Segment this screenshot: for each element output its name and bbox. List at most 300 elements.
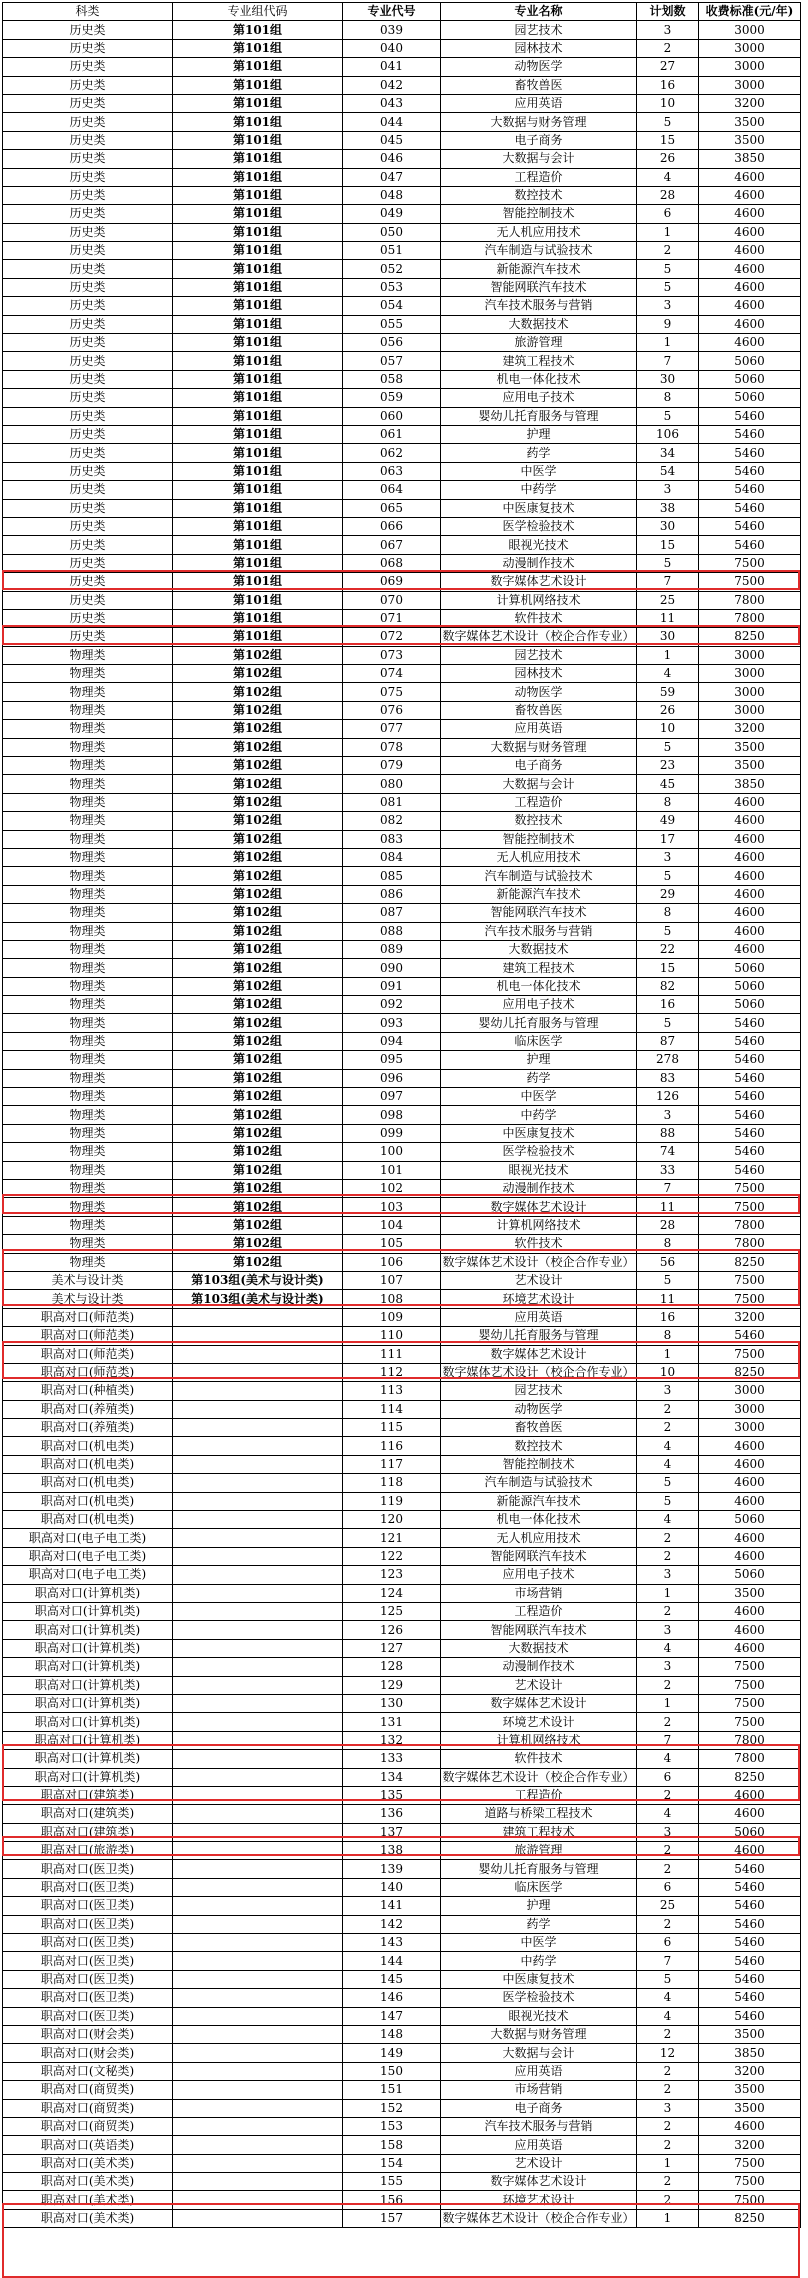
cell-major-code: 057 — [343, 352, 441, 370]
cell-fee: 5060 — [699, 1823, 801, 1841]
table-row — [3, 1088, 801, 1106]
cell-plan: 26 — [637, 150, 699, 168]
cell-fee: 3500 — [699, 1584, 801, 1602]
cell-plan: 2 — [637, 242, 699, 260]
cell-group-code — [173, 1584, 343, 1602]
table-row — [3, 1915, 801, 1933]
table-row — [3, 1878, 801, 1896]
cell-category: 职高对口(商贸类) — [3, 2081, 173, 2099]
cell-major-name: 婴幼儿托育服务与管理 — [441, 1860, 637, 1878]
cell-fee: 3500 — [699, 738, 801, 756]
cell-plan: 2 — [637, 1547, 699, 1565]
cell-major-code: 130 — [343, 1694, 441, 1712]
cell-major-name: 大数据与财务管理 — [441, 738, 637, 756]
cell-plan: 10 — [637, 94, 699, 112]
cell-major-name: 软件技术 — [441, 609, 637, 627]
table-row — [3, 573, 801, 591]
cell-group-code: 第101组 — [173, 352, 343, 370]
cell-major-code: 107 — [343, 1271, 441, 1289]
cell-plan: 22 — [637, 940, 699, 958]
cell-group-code: 第101组 — [173, 499, 343, 517]
table-row — [3, 481, 801, 499]
cell-plan: 7 — [637, 1180, 699, 1198]
cell-plan: 3 — [637, 21, 699, 39]
cell-major-code: 149 — [343, 2044, 441, 2062]
cell-major-name: 园林技术 — [441, 665, 637, 683]
cell-group-code — [173, 1511, 343, 1529]
cell-category: 职高对口(机电类) — [3, 1492, 173, 1510]
cell-plan: 2 — [637, 2173, 699, 2191]
cell-category: 物理类 — [3, 665, 173, 683]
table-row — [3, 444, 801, 462]
cell-category: 职高对口(机电类) — [3, 1455, 173, 1473]
cell-plan: 4 — [637, 1455, 699, 1473]
cell-plan: 4 — [637, 1437, 699, 1455]
cell-fee: 5460 — [699, 1051, 801, 1069]
cell-category: 历史类 — [3, 573, 173, 591]
cell-major-code: 065 — [343, 499, 441, 517]
table-row — [3, 628, 801, 646]
cell-plan: 38 — [637, 499, 699, 517]
cell-major-code: 122 — [343, 1547, 441, 1565]
cell-fee: 5060 — [699, 1566, 801, 1584]
cell-group-code: 第102组 — [173, 720, 343, 738]
cell-major-code: 147 — [343, 2007, 441, 2025]
cell-fee: 4600 — [699, 242, 801, 260]
cell-fee: 4600 — [699, 1621, 801, 1639]
cell-plan: 11 — [637, 1290, 699, 1308]
cell-category: 物理类 — [3, 904, 173, 922]
cell-fee: 8250 — [699, 1768, 801, 1786]
cell-major-code: 135 — [343, 1786, 441, 1804]
cell-plan: 2 — [637, 2136, 699, 2154]
cell-major-name: 护理 — [441, 1051, 637, 1069]
cell-group-code: 第103组(美术与设计类) — [173, 1290, 343, 1308]
cell-plan: 28 — [637, 1216, 699, 1234]
cell-category: 历史类 — [3, 407, 173, 425]
cell-category: 职高对口(医卫类) — [3, 1878, 173, 1896]
cell-fee: 3850 — [699, 2044, 801, 2062]
cell-fee: 3500 — [699, 2081, 801, 2099]
cell-major-name: 工程造价 — [441, 1602, 637, 1620]
table-row — [3, 1290, 801, 1308]
cell-group-code: 第102组 — [173, 1124, 343, 1142]
cell-category: 职高对口(机电类) — [3, 1511, 173, 1529]
cell-category: 职高对口(医卫类) — [3, 2007, 173, 2025]
cell-fee: 3500 — [699, 113, 801, 131]
cell-group-code: 第101组 — [173, 168, 343, 186]
cell-plan: 4 — [637, 1750, 699, 1768]
table-row — [3, 1768, 801, 1786]
table-row — [3, 1069, 801, 1087]
cell-group-code — [173, 1474, 343, 1492]
table-row — [3, 242, 801, 260]
table-row — [3, 1345, 801, 1363]
cell-major-code: 060 — [343, 407, 441, 425]
cell-fee: 7800 — [699, 609, 801, 627]
cell-major-code: 074 — [343, 665, 441, 683]
cell-plan: 29 — [637, 885, 699, 903]
cell-plan: 3 — [637, 1658, 699, 1676]
cell-major-name: 动物医学 — [441, 58, 637, 76]
cell-major-name: 软件技术 — [441, 1235, 637, 1253]
cell-major-name: 中医学 — [441, 462, 637, 480]
cell-major-code: 090 — [343, 959, 441, 977]
cell-fee: 5060 — [699, 389, 801, 407]
cell-major-code: 116 — [343, 1437, 441, 1455]
cell-fee: 4600 — [699, 168, 801, 186]
table-row — [3, 499, 801, 517]
cell-group-code: 第101组 — [173, 242, 343, 260]
cell-major-name: 数字媒体艺术设计（校企合作专业） — [441, 1768, 637, 1786]
cell-fee: 8250 — [699, 1363, 801, 1381]
table-row — [3, 1989, 801, 2007]
cell-category: 历史类 — [3, 444, 173, 462]
table-row — [3, 2117, 801, 2135]
cell-group-code — [173, 1842, 343, 1860]
cell-fee: 3850 — [699, 775, 801, 793]
header-category: 科类 — [3, 3, 173, 21]
cell-major-name: 药学 — [441, 1915, 637, 1933]
cell-group-code: 第101组 — [173, 21, 343, 39]
cell-group-code: 第102组 — [173, 1253, 343, 1271]
cell-major-code: 120 — [343, 1511, 441, 1529]
cell-category: 历史类 — [3, 168, 173, 186]
table-row — [3, 278, 801, 296]
cell-category: 物理类 — [3, 683, 173, 701]
cell-plan: 28 — [637, 186, 699, 204]
cell-major-name: 畜牧兽医 — [441, 1419, 637, 1437]
table-row — [3, 830, 801, 848]
cell-major-code: 106 — [343, 1253, 441, 1271]
cell-category: 历史类 — [3, 628, 173, 646]
cell-category: 职高对口(医卫类) — [3, 1860, 173, 1878]
cell-major-name: 中医康复技术 — [441, 1124, 637, 1142]
cell-fee: 5460 — [699, 1014, 801, 1032]
table-row — [3, 940, 801, 958]
cell-fee: 5460 — [699, 1069, 801, 1087]
cell-plan: 4 — [637, 1989, 699, 2007]
table-row — [3, 1860, 801, 1878]
cell-plan: 4 — [637, 2007, 699, 2025]
cell-major-name: 大数据与财务管理 — [441, 113, 637, 131]
cell-category: 美术与设计类 — [3, 1290, 173, 1308]
cell-fee: 7500 — [699, 1198, 801, 1216]
cell-major-code: 152 — [343, 2099, 441, 2117]
cell-fee: 5060 — [699, 977, 801, 995]
cell-plan: 5 — [637, 554, 699, 572]
cell-category: 历史类 — [3, 113, 173, 131]
table-row — [3, 370, 801, 388]
cell-group-code: 第102组 — [173, 793, 343, 811]
cell-category: 职高对口(商贸类) — [3, 2099, 173, 2117]
table-row — [3, 848, 801, 866]
cell-major-code: 137 — [343, 1823, 441, 1841]
cell-group-code — [173, 1419, 343, 1437]
cell-major-name: 环境艺术设计 — [441, 1290, 637, 1308]
table-row — [3, 996, 801, 1014]
cell-group-code — [173, 1897, 343, 1915]
cell-group-code: 第101组 — [173, 150, 343, 168]
cell-plan: 2 — [637, 1713, 699, 1731]
cell-plan: 11 — [637, 1198, 699, 1216]
cell-plan: 30 — [637, 628, 699, 646]
cell-category: 历史类 — [3, 334, 173, 352]
cell-category: 历史类 — [3, 21, 173, 39]
table-row — [3, 2025, 801, 2043]
cell-major-name: 环境艺术设计 — [441, 1713, 637, 1731]
cell-category: 职高对口(医卫类) — [3, 1915, 173, 1933]
table-row — [3, 352, 801, 370]
cell-category: 职高对口(财会类) — [3, 2044, 173, 2062]
table-row — [3, 646, 801, 664]
cell-fee: 7500 — [699, 2191, 801, 2209]
cell-plan: 25 — [637, 1897, 699, 1915]
cell-plan: 8 — [637, 1235, 699, 1253]
cell-plan: 10 — [637, 720, 699, 738]
cell-category: 职高对口(师范类) — [3, 1327, 173, 1345]
cell-category: 职高对口(计算机类) — [3, 1713, 173, 1731]
cell-fee: 4600 — [699, 904, 801, 922]
cell-category: 职高对口(美术类) — [3, 2173, 173, 2191]
cell-major-name: 智能控制技术 — [441, 1455, 637, 1473]
cell-group-code — [173, 2191, 343, 2209]
table-row — [3, 1750, 801, 1768]
cell-plan: 7 — [637, 573, 699, 591]
cell-category: 历史类 — [3, 39, 173, 57]
cell-major-code: 143 — [343, 1934, 441, 1952]
cell-plan: 1 — [637, 1694, 699, 1712]
table-row — [3, 683, 801, 701]
cell-major-code: 136 — [343, 1805, 441, 1823]
table-row — [3, 720, 801, 738]
cell-category: 职高对口(医卫类) — [3, 1897, 173, 1915]
cell-plan: 10 — [637, 1363, 699, 1381]
cell-group-code: 第102组 — [173, 867, 343, 885]
cell-plan: 5 — [637, 922, 699, 940]
cell-major-name: 中药学 — [441, 481, 637, 499]
cell-group-code: 第102组 — [173, 1051, 343, 1069]
cell-group-code — [173, 1786, 343, 1804]
cell-plan: 12 — [637, 2044, 699, 2062]
cell-group-code — [173, 2209, 343, 2227]
cell-major-code: 141 — [343, 1897, 441, 1915]
cell-group-code: 第102组 — [173, 885, 343, 903]
cell-major-code: 048 — [343, 186, 441, 204]
cell-category: 物理类 — [3, 1143, 173, 1161]
cell-category: 物理类 — [3, 1216, 173, 1234]
cell-group-code: 第101组 — [173, 205, 343, 223]
cell-group-code — [173, 1860, 343, 1878]
cell-fee: 5460 — [699, 499, 801, 517]
cell-major-code: 123 — [343, 1566, 441, 1584]
cell-plan: 87 — [637, 1032, 699, 1050]
cell-group-code — [173, 1437, 343, 1455]
table-row — [3, 1952, 801, 1970]
cell-major-name: 市场营销 — [441, 2081, 637, 2099]
cell-category: 历史类 — [3, 223, 173, 241]
cell-fee: 7500 — [699, 1271, 801, 1289]
cell-category: 物理类 — [3, 812, 173, 830]
table-row — [3, 1308, 801, 1326]
cell-group-code — [173, 1713, 343, 1731]
table-row — [3, 58, 801, 76]
cell-category: 职高对口(计算机类) — [3, 1676, 173, 1694]
cell-major-code: 043 — [343, 94, 441, 112]
cell-plan: 33 — [637, 1161, 699, 1179]
cell-major-name: 数控技术 — [441, 186, 637, 204]
table-row — [3, 1363, 801, 1381]
cell-major-code: 133 — [343, 1750, 441, 1768]
cell-major-code: 129 — [343, 1676, 441, 1694]
cell-major-name: 中药学 — [441, 1952, 637, 1970]
cell-major-code: 109 — [343, 1308, 441, 1326]
cell-major-code: 156 — [343, 2191, 441, 2209]
table-row — [3, 2136, 801, 2154]
cell-group-code — [173, 2117, 343, 2135]
cell-fee: 7800 — [699, 1750, 801, 1768]
cell-plan: 3 — [637, 848, 699, 866]
cell-group-code: 第102组 — [173, 1235, 343, 1253]
cell-category: 历史类 — [3, 352, 173, 370]
cell-fee: 5460 — [699, 1124, 801, 1142]
cell-major-code: 128 — [343, 1658, 441, 1676]
cell-major-name: 艺术设计 — [441, 1271, 637, 1289]
cell-major-name: 建筑工程技术 — [441, 959, 637, 977]
cell-major-name: 大数据与会计 — [441, 2044, 637, 2062]
cell-group-code: 第101组 — [173, 370, 343, 388]
cell-plan: 45 — [637, 775, 699, 793]
cell-group-code — [173, 1952, 343, 1970]
cell-major-code: 046 — [343, 150, 441, 168]
cell-major-code: 146 — [343, 1989, 441, 2007]
cell-category: 物理类 — [3, 1161, 173, 1179]
cell-category: 物理类 — [3, 1069, 173, 1087]
cell-category: 物理类 — [3, 1032, 173, 1050]
cell-fee: 5060 — [699, 959, 801, 977]
cell-major-name: 数字媒体艺术设计 — [441, 573, 637, 591]
cell-group-code: 第102组 — [173, 904, 343, 922]
header-group-code: 专业组代码 — [173, 3, 343, 21]
cell-category: 物理类 — [3, 1253, 173, 1271]
cell-plan: 1 — [637, 2209, 699, 2227]
cell-plan: 15 — [637, 536, 699, 554]
cell-category: 历史类 — [3, 517, 173, 535]
table-row — [3, 150, 801, 168]
table-row — [3, 1731, 801, 1749]
cell-plan: 1 — [637, 1345, 699, 1363]
cell-plan: 2 — [637, 2025, 699, 2043]
cell-major-name: 临床医学 — [441, 1032, 637, 1050]
cell-category: 物理类 — [3, 738, 173, 756]
cell-category: 历史类 — [3, 76, 173, 94]
cell-plan: 23 — [637, 757, 699, 775]
cell-category: 职高对口(美术类) — [3, 2191, 173, 2209]
table-row — [3, 609, 801, 627]
cell-category: 职高对口(计算机类) — [3, 1621, 173, 1639]
cell-group-code: 第101组 — [173, 591, 343, 609]
cell-category: 职高对口(师范类) — [3, 1345, 173, 1363]
table-row — [3, 1216, 801, 1234]
cell-plan: 4 — [637, 665, 699, 683]
cell-group-code — [173, 1602, 343, 1620]
cell-major-code: 101 — [343, 1161, 441, 1179]
cell-group-code: 第102组 — [173, 1161, 343, 1179]
cell-plan: 56 — [637, 1253, 699, 1271]
cell-major-name: 药学 — [441, 1069, 637, 1087]
table-row — [3, 701, 801, 719]
cell-plan: 2 — [637, 1915, 699, 1933]
cell-category: 职高对口(计算机类) — [3, 1750, 173, 1768]
table-row — [3, 21, 801, 39]
cell-group-code: 第101组 — [173, 39, 343, 57]
cell-group-code: 第102组 — [173, 1143, 343, 1161]
cell-category: 物理类 — [3, 1051, 173, 1069]
cell-plan: 74 — [637, 1143, 699, 1161]
cell-plan: 2 — [637, 1860, 699, 1878]
cell-major-name: 市场营销 — [441, 1584, 637, 1602]
cell-fee: 3200 — [699, 720, 801, 738]
cell-major-code: 045 — [343, 131, 441, 149]
cell-fee: 5460 — [699, 481, 801, 499]
enrollment-plan-table — [2, 2, 801, 2228]
cell-major-code: 100 — [343, 1143, 441, 1161]
cell-group-code — [173, 1731, 343, 1749]
table-row — [3, 1437, 801, 1455]
cell-major-name: 计算机网络技术 — [441, 591, 637, 609]
cell-major-code: 040 — [343, 39, 441, 57]
cell-major-name: 应用英语 — [441, 2136, 637, 2154]
cell-plan: 1 — [637, 223, 699, 241]
cell-group-code — [173, 1878, 343, 1896]
table-row — [3, 867, 801, 885]
table-row — [3, 1934, 801, 1952]
table-row — [3, 1713, 801, 1731]
cell-group-code: 第102组 — [173, 1032, 343, 1050]
cell-fee: 5060 — [699, 370, 801, 388]
table-row — [3, 425, 801, 443]
cell-fee: 8250 — [699, 628, 801, 646]
cell-category: 历史类 — [3, 131, 173, 149]
cell-major-code: 082 — [343, 812, 441, 830]
table-row — [3, 1694, 801, 1712]
cell-fee: 4600 — [699, 1786, 801, 1804]
cell-major-name: 眼视光技术 — [441, 2007, 637, 2025]
cell-major-code: 094 — [343, 1032, 441, 1050]
cell-major-name: 大数据与会计 — [441, 775, 637, 793]
cell-fee: 5060 — [699, 1511, 801, 1529]
cell-major-name: 智能控制技术 — [441, 830, 637, 848]
cell-plan: 3 — [637, 2099, 699, 2117]
cell-plan: 2 — [637, 2062, 699, 2080]
table-row — [3, 738, 801, 756]
cell-fee: 3850 — [699, 150, 801, 168]
cell-group-code — [173, 1529, 343, 1547]
table-row — [3, 407, 801, 425]
cell-plan: 30 — [637, 517, 699, 535]
cell-fee: 4600 — [699, 1602, 801, 1620]
cell-fee: 7500 — [699, 1658, 801, 1676]
cell-major-code: 134 — [343, 1768, 441, 1786]
cell-plan: 82 — [637, 977, 699, 995]
cell-category: 物理类 — [3, 1014, 173, 1032]
cell-fee: 7500 — [699, 2154, 801, 2172]
cell-major-name: 工程造价 — [441, 793, 637, 811]
cell-major-name: 应用电子技术 — [441, 389, 637, 407]
cell-major-code: 103 — [343, 1198, 441, 1216]
cell-major-name: 中医学 — [441, 1088, 637, 1106]
cell-fee: 4600 — [699, 812, 801, 830]
